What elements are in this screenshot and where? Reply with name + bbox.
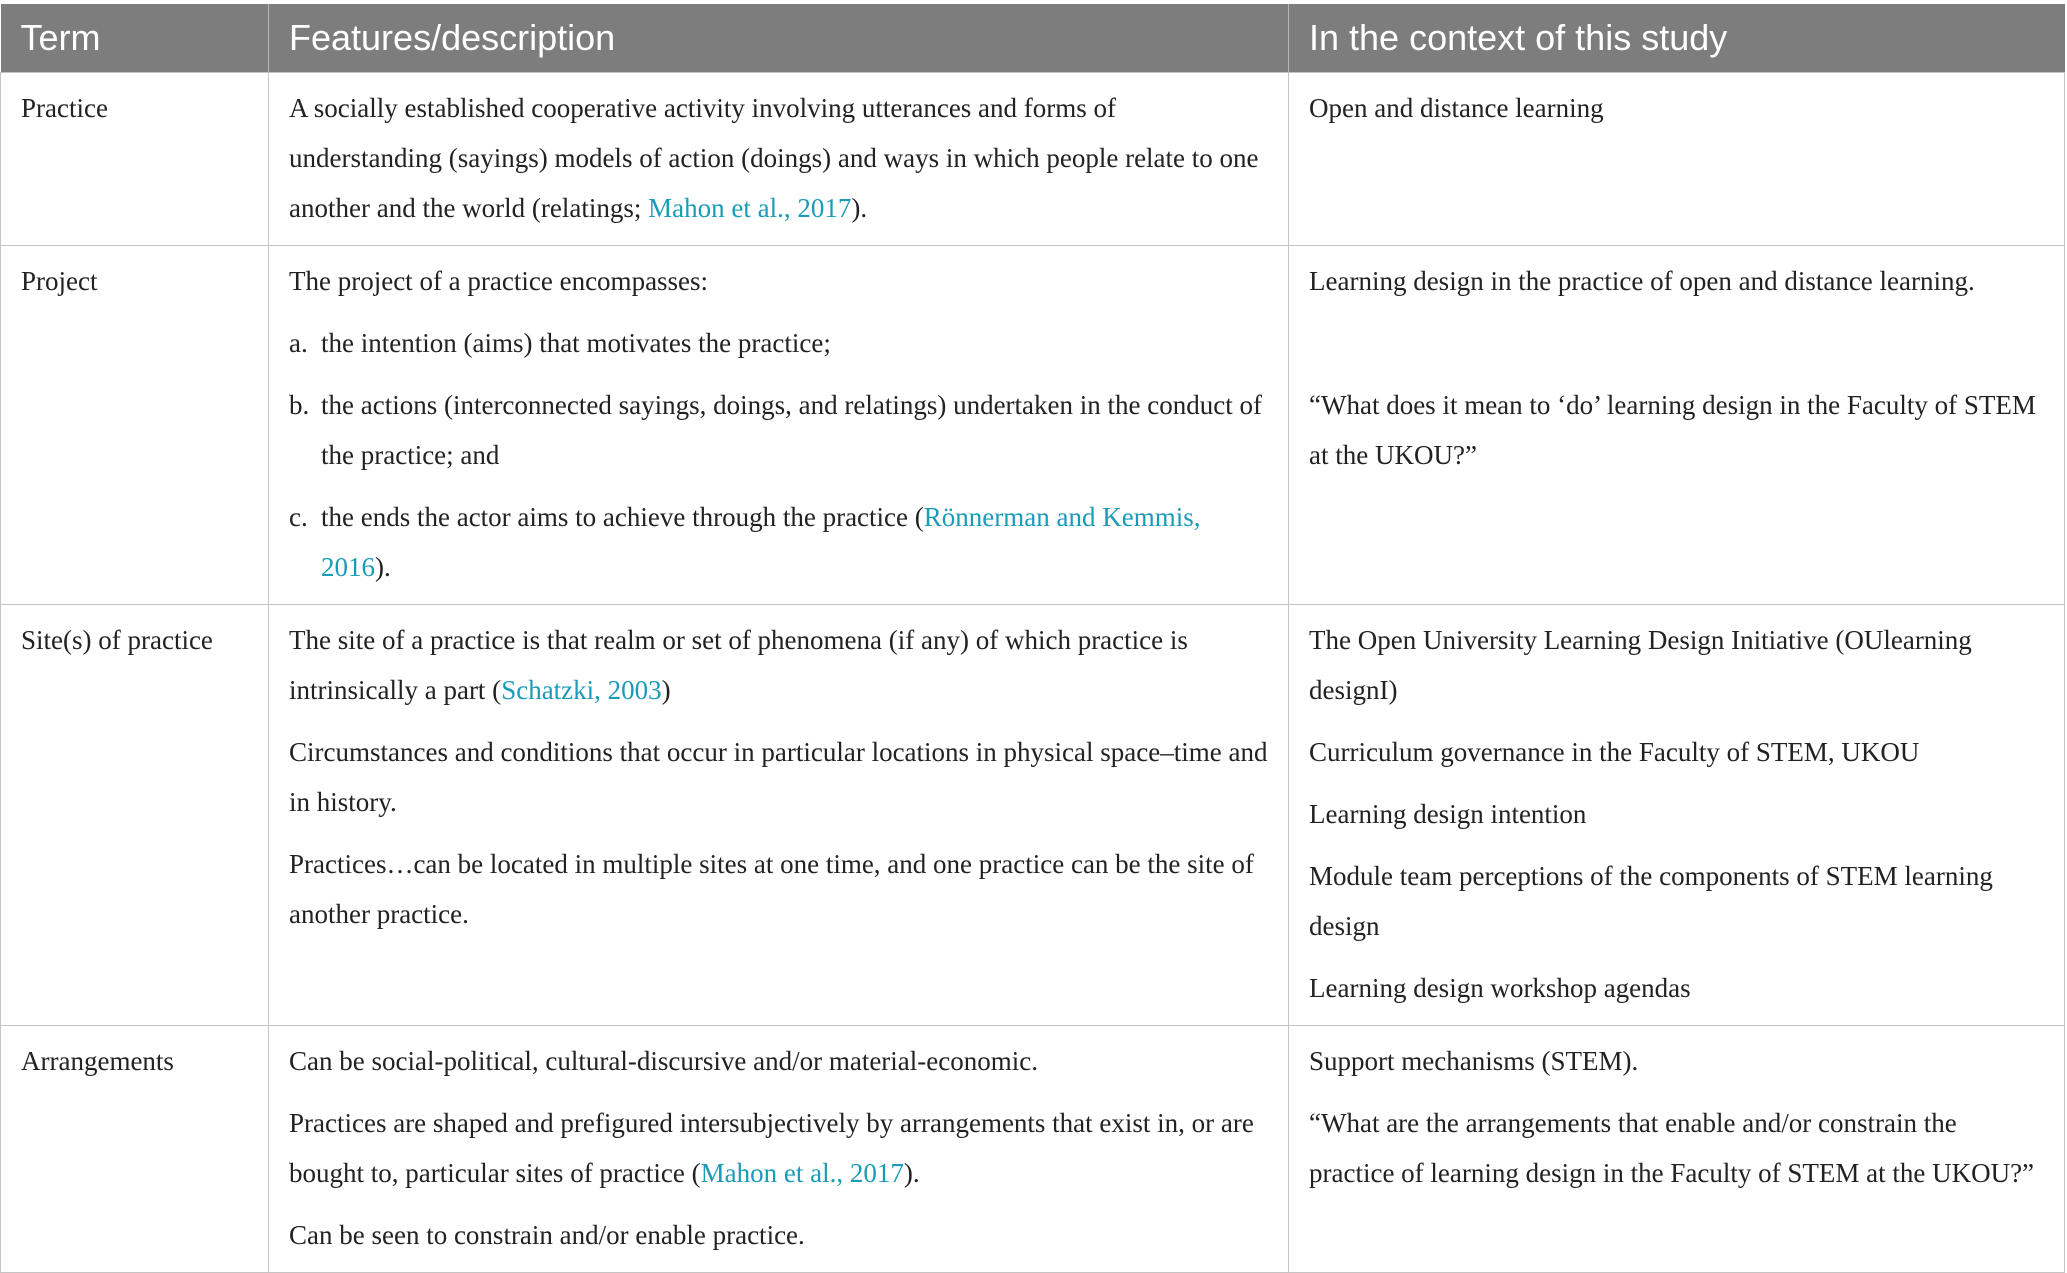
- list-item: [289, 318, 1268, 368]
- context-item: Curriculum governance in the Faculty of STEM, UKOU: [1309, 737, 1920, 767]
- description-cell: [269, 1026, 1289, 1273]
- table-row-sites: [1, 605, 2065, 1026]
- text-span: the ends the actor aims to achieve through the practice (: [321, 502, 924, 532]
- list-item: [289, 492, 1268, 592]
- context-item: Learning design intention: [1309, 799, 1587, 829]
- description-text: Practices…can be located in multiple sites at one time, and one practice can be the site of another practice.: [289, 849, 1254, 929]
- text-span: ).: [851, 193, 868, 223]
- text-span: A socially established cooperative activity involving utterances and forms of understanding (sayings) models of action (doings) and ways in which people relate to one another and the world (relatings;: [289, 93, 1259, 223]
- text-span: ): [661, 675, 671, 705]
- context-cell: [1289, 246, 2065, 605]
- text-span: ).: [375, 552, 391, 582]
- context-cell: [1289, 605, 2065, 1026]
- context-cell: [1289, 1026, 2065, 1273]
- terms-table: [0, 4, 2065, 1273]
- context-item: Module team perceptions of the components of STEM learning design: [1309, 861, 1993, 941]
- description-text: [289, 615, 1268, 715]
- list-marker: c.: [289, 502, 308, 532]
- term-cell: Site(s) of practice: [1, 605, 269, 1026]
- text-span: ).: [903, 1158, 920, 1188]
- text-span: The site of a practice is that realm or set of phenomena (if any) of which practice is intrinsically a part (: [289, 625, 1188, 705]
- term-cell: Practice: [1, 73, 269, 246]
- description-text: Can be social-political, cultural-discursive and/or material-economic.: [289, 1046, 1038, 1076]
- description-intro: The project of a practice encompasses:: [289, 266, 709, 296]
- list-text: [321, 492, 1268, 592]
- list-marker: a.: [289, 328, 308, 358]
- list-marker: b.: [289, 390, 310, 420]
- header-term: Term: [1, 4, 269, 73]
- term-cell: Arrangements: [1, 1026, 269, 1273]
- citation-link[interactable]: Mahon et al., 2017: [700, 1158, 904, 1188]
- citation-link[interactable]: Schatzki, 2003: [501, 675, 662, 705]
- header-context: In the context of this study: [1289, 4, 2065, 73]
- context-question: “What are the arrangements that enable and/or constrain the practice of learning design in the Faculty of STEM at the UKOU?”: [1309, 1108, 2035, 1188]
- description-text: [289, 83, 1268, 233]
- description-text: Circumstances and conditions that occur in particular locations in physical space–time and in history.: [289, 737, 1268, 817]
- context-text: Support mechanisms (STEM).: [1309, 1046, 1639, 1076]
- table-row-project: [1, 246, 2065, 605]
- description-text: [289, 1098, 1268, 1198]
- description-cell: [269, 605, 1289, 1026]
- citation-link[interactable]: Mahon et al., 2017: [648, 193, 852, 223]
- description-cell: [269, 73, 1289, 246]
- spacer: [1309, 318, 2044, 380]
- context-text: Learning design in the practice of open and distance learning.: [1309, 266, 1975, 296]
- citation-link[interactable]: Rönnerman and Kemmis, 2016: [321, 502, 1201, 582]
- context-question: “What does it mean to ‘do’ learning design in the Faculty of STEM at the UKOU?”: [1309, 390, 2036, 470]
- context-cell: Open and distance learning: [1289, 73, 2065, 246]
- text-span: Practices are shaped and prefigured intersubjectively by arrangements that exist in, or are bought to, particular sites of practice (: [289, 1108, 1254, 1188]
- list-text: the intention (aims) that motivates the practice;: [321, 328, 831, 358]
- description-text: Can be seen to constrain and/or enable practice.: [289, 1220, 805, 1250]
- table-row-practice: [1, 73, 2065, 246]
- table-row-arrangements: [1, 1026, 2065, 1273]
- list-text: the actions (interconnected sayings, doings, and relatings) undertaken in the conduct of the practice; and: [321, 390, 1262, 470]
- context-item: The Open University Learning Design Initiative (OUlearning designI): [1309, 625, 1972, 705]
- description-cell: [269, 246, 1289, 605]
- header-row: [1, 4, 2065, 73]
- context-item: Learning design workshop agendas: [1309, 973, 1691, 1003]
- list-item: [289, 380, 1268, 480]
- header-features: Features/description: [269, 4, 1289, 73]
- term-cell: Project: [1, 246, 269, 605]
